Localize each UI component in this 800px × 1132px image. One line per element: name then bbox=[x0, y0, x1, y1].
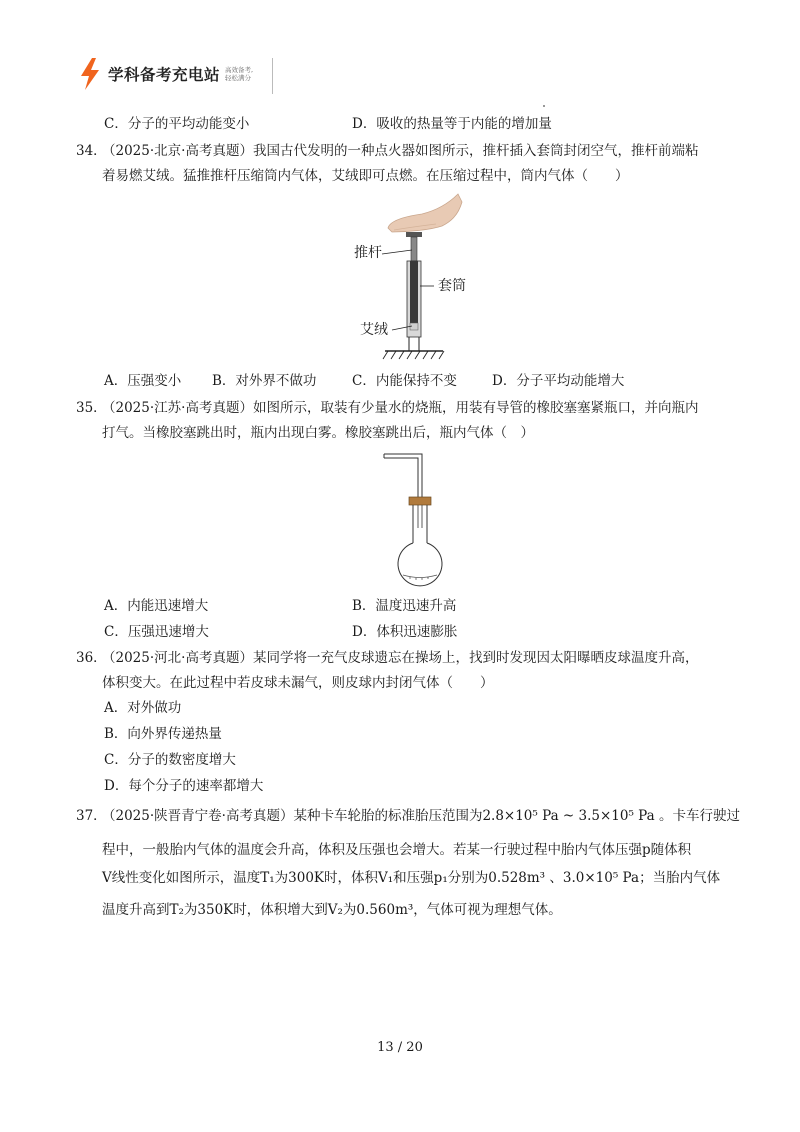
q35-option-c: C．压强迅速增大 bbox=[104, 624, 209, 640]
q34-option-a: A．压强变小 bbox=[104, 373, 182, 389]
label-moxa: 艾绒 bbox=[360, 322, 388, 338]
q35-option-b: B．温度迅速升高 bbox=[352, 598, 457, 614]
q37-stem-line3: V线性变化如图所示，温度T₁为300K时，体积V₁和压强p₁分别为0.528m³ 、3.0×10⁵ Pa；当胎内气体 bbox=[102, 870, 721, 886]
prev-option-c: C．分子的平均动能变小 bbox=[104, 116, 250, 132]
brand-logo bbox=[76, 56, 272, 92]
q37-stem-line2: 程中，一般胎内气体的温度会升高，体积及压强也会增大。若某一行驶过程中胎内气体压强p随体积 bbox=[102, 842, 692, 858]
q35-option-d: D．体积迅速膨胀 bbox=[352, 624, 458, 640]
q34-fire-piston-figure bbox=[350, 188, 490, 364]
q37-number: 37． bbox=[76, 808, 107, 824]
label-push-rod: 推杆 bbox=[354, 245, 382, 261]
brand-name: 学科备考充电站 bbox=[108, 66, 221, 84]
q36-stem-line2: 体积变大。在此过程中若皮球未漏气，则皮球内封闭气体（ ） bbox=[102, 675, 494, 691]
q34-option-b: B．对外界不做功 bbox=[212, 373, 317, 389]
q34-stem-line1: （2025·北京·高考真题）我国古代发明的一种点火器如图所示，推杆插入套筒封闭空气，推杆前端粘 bbox=[102, 143, 699, 159]
q35-stem-line1: （2025·江苏·高考真题）如图所示，取装有少量水的烧瓶，用装有导管的橡胶塞塞紧瓶口，并向瓶内 bbox=[102, 400, 699, 416]
q34-option-d: D．分子平均动能增大 bbox=[492, 373, 625, 389]
q34-number: 34． bbox=[76, 143, 107, 159]
q35-flask-figure bbox=[378, 450, 448, 590]
lightning-icon bbox=[76, 57, 104, 91]
q34-stem-line2: 着易燃艾绒。猛推推杆压缩筒内气体，艾绒即可点燃。在压缩过程中，筒内气体（ ） bbox=[102, 168, 629, 184]
q34-option-c: C．内能保持不变 bbox=[352, 373, 457, 389]
q35-number: 35． bbox=[76, 400, 107, 416]
q37-stem-line1: （2025·陕晋青宁卷·高考真题）某种卡车轮胎的标准胎压范围为2.8×10⁵ Pa ~ 3.5×10⁵ Pa 。卡车行驶过 bbox=[102, 808, 740, 824]
prev-option-d: D．吸收的热量等于内能的增加量 bbox=[352, 116, 552, 132]
header-divider bbox=[272, 58, 273, 94]
q35-stem-line2: 打气。当橡胶塞跳出时，瓶内出现白雾。橡胶塞跳出后，瓶内气体（ ） bbox=[102, 425, 534, 441]
page-number: 13 / 20 bbox=[377, 1040, 423, 1055]
q36-number: 36． bbox=[76, 650, 107, 666]
q35-option-a: A．内能迅速增大 bbox=[104, 598, 209, 614]
brand-tagline: 高效备考, 轻松满分 bbox=[225, 66, 254, 82]
q36-option-a: A．对外做功 bbox=[104, 700, 182, 716]
q37-stem-line4: 温度升高到T₂为350K时，体积增大到V₂为0.560m³，气体可视为理想气体。 bbox=[102, 902, 562, 918]
q36-option-b: B．向外界传递热量 bbox=[104, 726, 222, 742]
speck bbox=[543, 105, 545, 107]
label-sleeve: 套筒 bbox=[438, 278, 466, 294]
q36-option-c: C．分子的数密度增大 bbox=[104, 752, 236, 768]
q36-option-d: D．每个分子的速率都增大 bbox=[104, 778, 264, 794]
q36-stem-line1: （2025·河北·高考真题）某同学将一充气皮球遗忘在操场上，找到时发现因太阳曝晒皮球温度升高， bbox=[102, 650, 699, 666]
